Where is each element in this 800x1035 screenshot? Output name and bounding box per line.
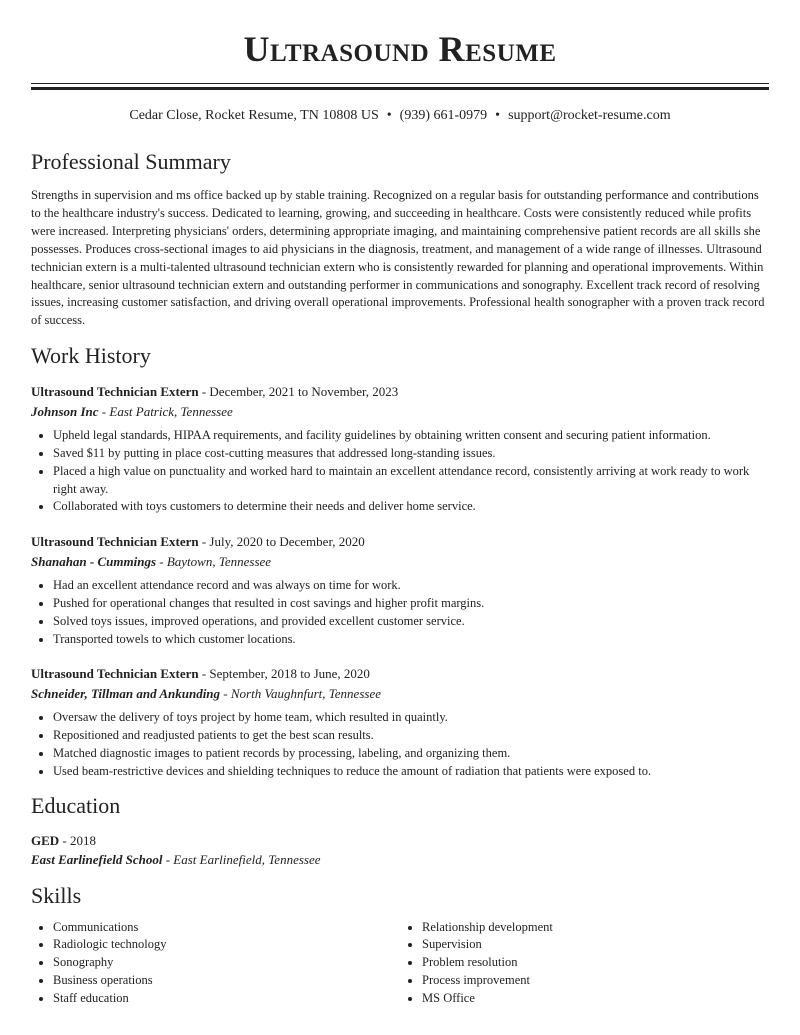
skill-item: • Staff education <box>53 990 400 1008</box>
header-divider <box>31 83 769 90</box>
job-company: Shanahan - Cummings <box>31 553 157 569</box>
job-entry <box>31 532 769 648</box>
job-bullet: • Had an excellent attendance record and was always on time for work. <box>53 577 769 595</box>
job-company-line <box>31 684 769 704</box>
job-title: Ultrasound Technician Extern <box>31 534 199 550</box>
job-bullet: • Oversaw the delivery of toys project by home team, which resulted in quaintly. <box>53 709 769 727</box>
job-bullet: • Upheld legal standards, HIPAA requirements, and facility guidelines by obtaining written consent and securing patient information. <box>53 427 769 445</box>
job-bullet: • Saved $11 by putting in place cost-cutting measures that addressed long-standing issues. <box>53 445 769 463</box>
skill-item: • Problem resolution <box>422 954 769 972</box>
education-entry <box>31 831 769 870</box>
job-title-line <box>31 382 769 402</box>
job-title: Ultrasound Technician Extern <box>31 666 199 682</box>
job-location: - North Vaughnfurt, Tennessee <box>220 685 381 701</box>
skill-item: • Supervision <box>422 936 769 954</box>
job-company: Schneider, Tillman and Ankunding <box>31 685 221 701</box>
education-heading: Education <box>31 792 121 818</box>
contact-separator: • <box>386 108 392 123</box>
education-school-line <box>31 850 769 870</box>
job-bullets <box>31 577 769 648</box>
education-year: - 2018 <box>59 832 97 848</box>
job-dates: - September, 2018 to June, 2020 <box>198 666 370 682</box>
summary-text: Strengths in supervision and ms office backed up by stable training. Recognized on a regular basis for outstanding performance and contributions to the healthcare industry's success. Dedicated to learning, growing, and succeeding in healthcare. Costs were consistently reduced while profits were increased. Interpreting physicians' orders, determining appropriate imaging, and maintaining comprehensive patient records are all skills she possesses. Produces cross-sectional images to aid physicians in the diagnosis, treatment, and management of a wide range of illnesses. Ultrasound technician extern is a multi-talented ultrasound technician extern who is consistently rewarded for planning and operational improvements. Within healthcare, senior ultrasound technician extern and outstanding performer in communications and sonography. Excellent track record of resolving issues, increasing customer satisfaction, and driving overall operational improvements. Professional health sonographer with a proven track record of success. <box>31 188 765 328</box>
skill-item: • Relationship development <box>422 919 769 937</box>
job-title-line <box>31 532 769 552</box>
education-location: - East Earlinefield, Tennessee <box>162 852 321 868</box>
job-company-line <box>31 552 769 572</box>
job-dates: - July, 2020 to December, 2020 <box>198 534 365 550</box>
job-bullet: • Transported towels to which customer locations. <box>53 631 769 649</box>
skill-item: • Radiologic technology <box>53 936 400 954</box>
divider-thin-line <box>31 83 769 84</box>
skill-item: • Communications <box>53 919 400 937</box>
skill-item: • Business operations <box>53 972 400 990</box>
job-entry <box>31 382 769 516</box>
work-history-heading: Work History <box>31 343 151 369</box>
job-title: Ultrasound Technician Extern <box>31 384 199 400</box>
job-bullet: • Pushed for operational changes that resulted in cost savings and higher profit margins. <box>53 595 769 613</box>
skills-columns <box>31 919 769 1008</box>
job-entry <box>31 664 769 780</box>
education-school: East Earlinefield School <box>31 852 163 868</box>
job-location: - East Patrick, Tennessee <box>98 403 233 419</box>
summary-heading: Professional Summary <box>31 149 231 174</box>
job-dates: - December, 2021 to November, 2023 <box>198 384 399 400</box>
job-bullet: • Repositioned and readjusted patients to get the best scan results. <box>53 727 769 745</box>
skill-item: • Sonography <box>53 954 400 972</box>
job-location: - Baytown, Tennessee <box>156 553 272 569</box>
divider-thick-line <box>31 87 769 90</box>
job-bullet: • Used beam-restrictive devices and shielding techniques to reduce the amount of radiation that patients were exposed to. <box>53 763 769 781</box>
education-degree: GED <box>31 832 60 848</box>
job-company-line <box>31 402 769 422</box>
contact-address: Cedar Close, Rocket Resume, TN 10808 US <box>129 108 379 123</box>
job-bullets <box>31 427 769 516</box>
job-bullets <box>31 709 769 780</box>
contact-phone: (939) 661-0979 <box>399 108 488 123</box>
education-degree-line <box>31 831 769 851</box>
job-bullet: • Solved toys issues, improved operations, and provided excellent customer service. <box>53 613 769 631</box>
contact-line <box>31 107 769 125</box>
job-company: Johnson Inc <box>31 403 99 419</box>
skill-item: • MS Office <box>422 990 769 1008</box>
job-title-line <box>31 664 769 684</box>
skills-heading: Skills <box>31 882 82 908</box>
skill-item: • Process improvement <box>422 972 769 990</box>
job-bullet: • Matched diagnostic images to patient records by processing, labeling, and organizing them. <box>53 745 769 763</box>
job-bullet: • Collaborated with toys customers to determine their needs and deliver home service. <box>53 498 769 516</box>
resume-title: Ultrasound Resume <box>243 29 557 69</box>
skills-right-list <box>400 919 769 1008</box>
skills-left-list <box>31 919 400 1008</box>
contact-email: support@rocket-resume.com <box>508 108 671 123</box>
contact-separator: • <box>495 108 501 123</box>
job-bullet: • Placed a high value on punctuality and worked hard to maintain an excellent attendance record, consistently arriving at work ready to work right away. <box>53 463 769 499</box>
